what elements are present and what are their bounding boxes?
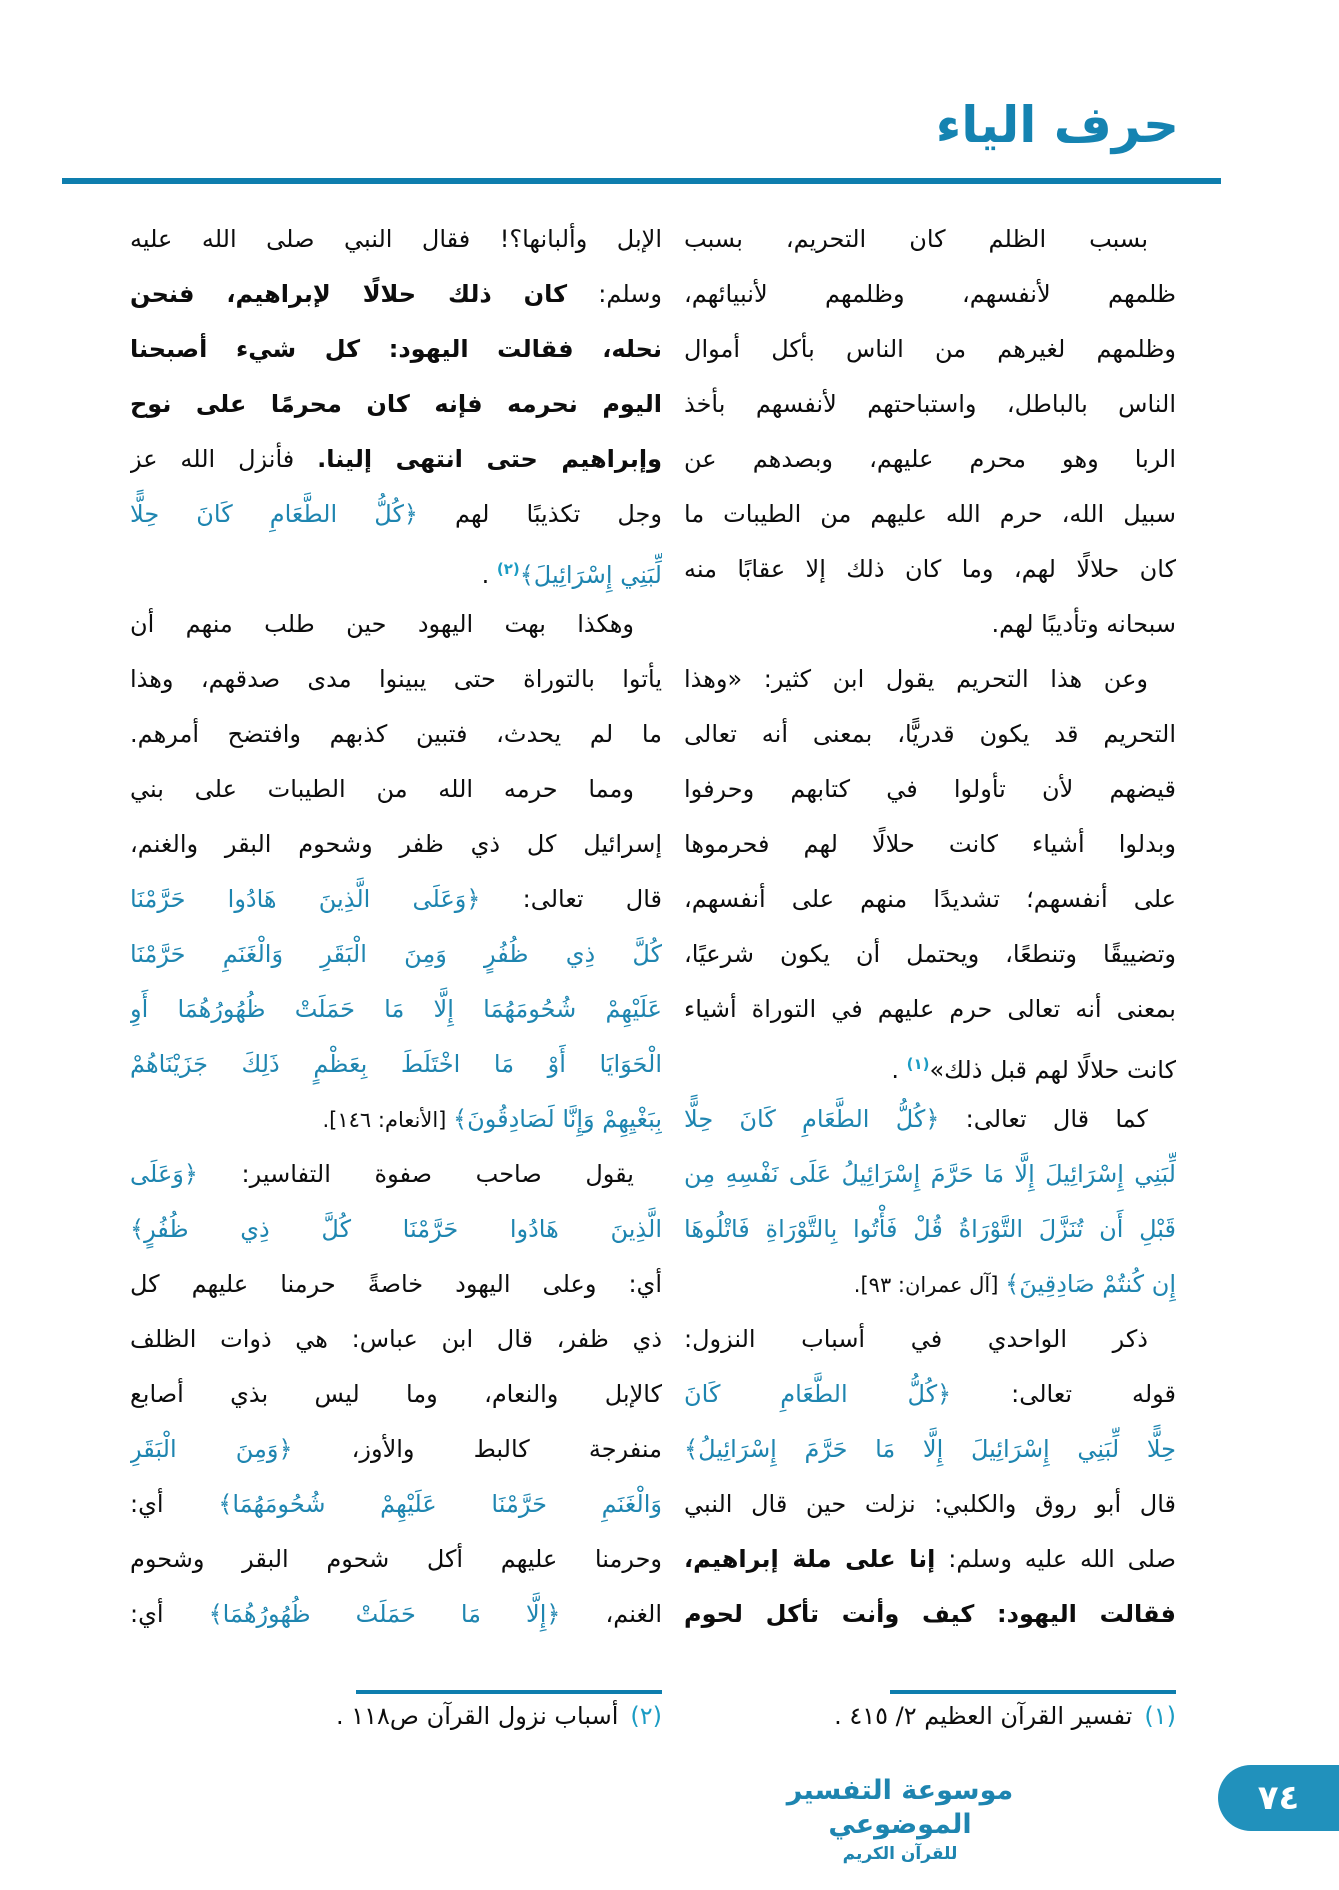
quran-text: قَبْلِ أَن تُنَزَّلَ التَّوْرَاةُ قُلْ فَأْتُوا بِالتَّوْرَاةِ فَاتْلُوهَا (684, 1215, 1176, 1243)
text-line (684, 1367, 1176, 1422)
body-text-emphasis: اليوم نحرمه فإنه كان محرمًا على نوح (130, 390, 662, 418)
body-text: ما لم يحدث، فتبين كذبهم وافتضح أمرهم. (130, 720, 662, 748)
body-text: كما قال تعالى: (939, 1105, 1148, 1133)
text-line (684, 1257, 1176, 1312)
series-title: موسوعة التفسير الموضوعي (786, 1775, 1014, 1840)
text-line (684, 762, 1176, 817)
series-subtitle: للقرآن الكريم (842, 1843, 958, 1864)
body-text: كالإبل والنعام، وما ليس بذي أصابع (130, 1380, 662, 1408)
text-line (684, 212, 1176, 267)
body-text: وعن هذا التحريم يقول ابن كثير: «وهذا (684, 665, 1148, 693)
text-line (684, 432, 1176, 487)
quran-text: لِّبَنِي إِسْرَائِيلَ إِلَّا مَا حَرَّمَ إِسْرَائِيلُ عَلَى نَفْسِهِ مِن (684, 1160, 1176, 1188)
body-text: أي: (130, 1490, 219, 1518)
quran-text: ﴿إِلَّا مَا حَمَلَتْ ظُهُورُهُمَا﴾ (208, 1600, 561, 1628)
text-line (684, 377, 1176, 432)
text-line (684, 1422, 1176, 1477)
body-text: يأتوا بالتوراة حتى يبينوا مدى صدقهم، وهذا (130, 665, 662, 693)
text-line (684, 1202, 1176, 1257)
body-text: بسبب الظلم كان التحريم، بسبب (684, 225, 1148, 253)
quran-text: ﴿وَعَلَى الَّذِينَ هَادُوا حَرَّمْنَا (130, 885, 481, 913)
text-line (130, 1422, 662, 1477)
quran-text: الَّذِينَ هَادُوا حَرَّمْنَا كُلَّ ذِي ظُفُرٍ﴾ (130, 1215, 662, 1243)
body-text: الغنم، (560, 1600, 662, 1628)
verse-reference: [آل عمران: ٩٣]. (853, 1273, 1006, 1297)
text-line (684, 1037, 1176, 1092)
body-text: . (481, 561, 497, 589)
quran-text: ﴿كُلُّ الطَّعَامِ كَانَ (684, 1380, 952, 1408)
page-number-badge (1218, 1765, 1339, 1831)
quran-text: إِن كُنتُمْ صَادِقِينَ﴾ (1005, 1270, 1176, 1298)
body-text: ذي ظفر، قال ابن عباس: هي ذوات الظلف (130, 1325, 662, 1353)
body-text: أي: (130, 1600, 209, 1628)
body-text: وهكذا بهت اليهود حين طلب منهم أن (130, 610, 634, 638)
quran-text: وَالْغَنَمِ حَرَّمْنَا عَلَيْهِمْ شُحُومَهُمَا﴾ (218, 1490, 662, 1518)
body-text: ذكر الواحدي في أسباب النزول: (684, 1325, 1148, 1353)
text-line (684, 652, 1176, 707)
text-line (684, 1477, 1176, 1532)
verse-reference: [الأنعام: ١٤٦]. (322, 1108, 454, 1132)
body-text-emphasis: كان ذلك حلالًا لإبراهيم، فنحن (130, 280, 568, 308)
footnote-marker: (١) (906, 1055, 930, 1073)
footnote-text: تفسير القرآن العظيم ٢/ ٤١٥ . (834, 1702, 1133, 1730)
quran-text: الْحَوَايَا أَوْ مَا اخْتَلَطَ بِعَظْمٍ ذَلِكَ جَزَيْنَاهُمْ (130, 1050, 662, 1078)
body-text: صلى الله عليه وسلم: (935, 1545, 1176, 1573)
text-line (684, 927, 1176, 982)
body-text: وظلمهم لغيرهم من الناس بأكل أموال (684, 335, 1176, 363)
header-rule (62, 178, 1221, 184)
text-line (130, 982, 662, 1037)
body-text: ومما حرمه الله من الطيبات على بني (130, 775, 634, 803)
text-line (130, 1092, 662, 1147)
quran-text: ﴿وَمِنَ الْبَقَرِ (130, 1435, 293, 1463)
body-text: أي: وعلى اليهود خاصةً حرمنا عليهم كل (130, 1270, 662, 1298)
body-text: التحريم قد يكون قدريًّا، بمعنى أنه تعالى (684, 720, 1176, 748)
body-text: قال تعالى: (480, 885, 662, 913)
body-text: بمعنى أنه تعالى حرم عليهم في التوراة أشياء (684, 995, 1176, 1023)
quran-text: ﴿كُلُّ الطَّعَامِ كَانَ حِلًّا (130, 500, 418, 528)
body-text: ظلمهم لأنفسهم، وظلمهم لأنبيائهم، (684, 280, 1176, 308)
text-line (684, 1092, 1176, 1147)
body-text: الناس بالباطل، واستباحتهم لأنفسهم بأخذ (684, 390, 1176, 418)
quran-text: عَلَيْهِمْ شُحُومَهُمَا إِلَّا مَا حَمَلَتْ ظُهُورُهُمَا أَوِ (130, 995, 662, 1023)
body-text-emphasis: إنا على ملة إبراهيم، (684, 1545, 936, 1573)
body-text: قيضهم لأن تأولوا في كتابهم وحرفوا (684, 775, 1176, 803)
text-line (130, 432, 662, 487)
text-line (130, 487, 662, 542)
text-line (130, 212, 662, 267)
text-line (130, 1037, 662, 1092)
body-text: وجل تكذيبًا لهم (417, 500, 662, 528)
body-text: سبحانه وتأديبًا لهم. (991, 610, 1176, 638)
quran-text: كُلَّ ذِي ظُفُرٍ وَمِنَ الْبَقَرِ وَالْغَنَمِ حَرَّمْنَا (130, 940, 662, 968)
text-line (684, 1587, 1176, 1642)
text-line (130, 707, 662, 762)
body-text: منفرجة كالبط والأوز، (292, 1435, 662, 1463)
footnote-marker: (٢) (496, 560, 520, 578)
body-text: . (891, 1056, 907, 1084)
text-line (130, 872, 662, 927)
body-text: وحرمنا عليهم أكل شحوم البقر وشحوم (130, 1545, 662, 1573)
text-line (684, 1147, 1176, 1202)
body-text-emphasis: نحله، فقالت اليهود: كل شيء أصبحنا (130, 335, 662, 363)
body-text: إسرائيل كل ذي ظفر وشحوم البقر والغنم، (130, 830, 662, 858)
body-text: وبدلوا أشياء كانت حلالًا لهم فحرموها (684, 830, 1176, 858)
text-line (684, 597, 1176, 652)
footnote-left (336, 1702, 662, 1730)
body-text: الربا وهو محرم عليهم، وبصدهم عن (684, 445, 1176, 473)
body-text: كانت حلالًا لهم قبل ذلك» (929, 1056, 1176, 1084)
quran-text: لِّبَنِي إِسْرَائِيلَ﴾ (519, 561, 662, 589)
footnote-number: (١) (1144, 1702, 1176, 1730)
text-line (130, 1587, 662, 1642)
text-line (130, 1202, 662, 1257)
text-line (130, 322, 662, 377)
text-line (130, 1477, 662, 1532)
body-text: قوله تعالى: (951, 1380, 1176, 1408)
body-text: كان حلالًا لهم، وما كان ذلك إلا عقابًا منه (684, 555, 1176, 583)
text-line (684, 542, 1176, 597)
body-text: يقول صاحب صفوة التفاسير: (197, 1160, 634, 1188)
body-text: وتضييقًا وتنطعًا، ويحتمل أن يكون شرعيًا، (684, 940, 1176, 968)
text-line (130, 927, 662, 982)
text-line (684, 487, 1176, 542)
page-number: ٧٤ (1257, 1778, 1300, 1818)
text-line (130, 542, 662, 597)
text-line (684, 267, 1176, 322)
text-line (684, 322, 1176, 377)
text-line (130, 817, 662, 872)
text-line (684, 817, 1176, 872)
footnote-separator-left (356, 1690, 662, 1694)
quran-text: بِبَغْيِهِمْ وَإِنَّا لَصَادِقُونَ﴾ (453, 1105, 662, 1133)
text-line (130, 597, 662, 652)
body-text: قال أبو روق والكلبي: نزلت حين قال النبي (684, 1490, 1176, 1518)
body-text: سبيل الله، حرم الله عليهم من الطيبات ما (684, 500, 1176, 528)
body-text-emphasis: وإبراهيم حتى انتهى إلينا. (317, 445, 662, 473)
text-column-right (684, 212, 1176, 1642)
text-line (684, 982, 1176, 1037)
text-line (684, 1312, 1176, 1367)
text-line (130, 377, 662, 432)
quran-text: ﴿كُلُّ الطَّعَامِ كَانَ حِلًّا (684, 1105, 940, 1133)
text-line (130, 652, 662, 707)
footnote-right (834, 1702, 1176, 1730)
body-text: على أنفسهم؛ تشديدًا منهم على أنفسهم، (684, 885, 1176, 913)
body-text-emphasis: فقالت اليهود: كيف وأنت تأكل لحوم (684, 1600, 1176, 1628)
footnote-text: أسباب نزول القرآن ص١١٨ . (335, 1702, 619, 1730)
text-column-left (130, 212, 662, 1642)
body-text: الإبل وألبانها؟! فقال النبي صلى الله عليه (130, 225, 662, 253)
text-line (684, 707, 1176, 762)
publisher-logo (772, 1774, 1028, 1864)
text-line (130, 1257, 662, 1312)
text-line (684, 872, 1176, 927)
footnote-separator-right (890, 1690, 1176, 1694)
quran-text: حِلًّا لِّبَنِي إِسْرَائِيلَ إِلَّا مَا حَرَّمَ إِسْرَائِيلُ﴾ (684, 1435, 1176, 1463)
text-line (130, 1532, 662, 1587)
text-line (130, 1147, 662, 1202)
quran-text: ﴿وَعَلَى (130, 1160, 198, 1188)
section-title-calligraphy: حرف الياء (935, 96, 1179, 154)
body-text: فأنزل الله عز (130, 445, 318, 473)
text-line (130, 267, 662, 322)
text-line (130, 762, 662, 817)
footnote-number: (٢) (630, 1702, 662, 1730)
body-text: وسلم: (567, 280, 662, 308)
text-line (130, 1312, 662, 1367)
text-line (130, 1367, 662, 1422)
text-line (684, 1532, 1176, 1587)
